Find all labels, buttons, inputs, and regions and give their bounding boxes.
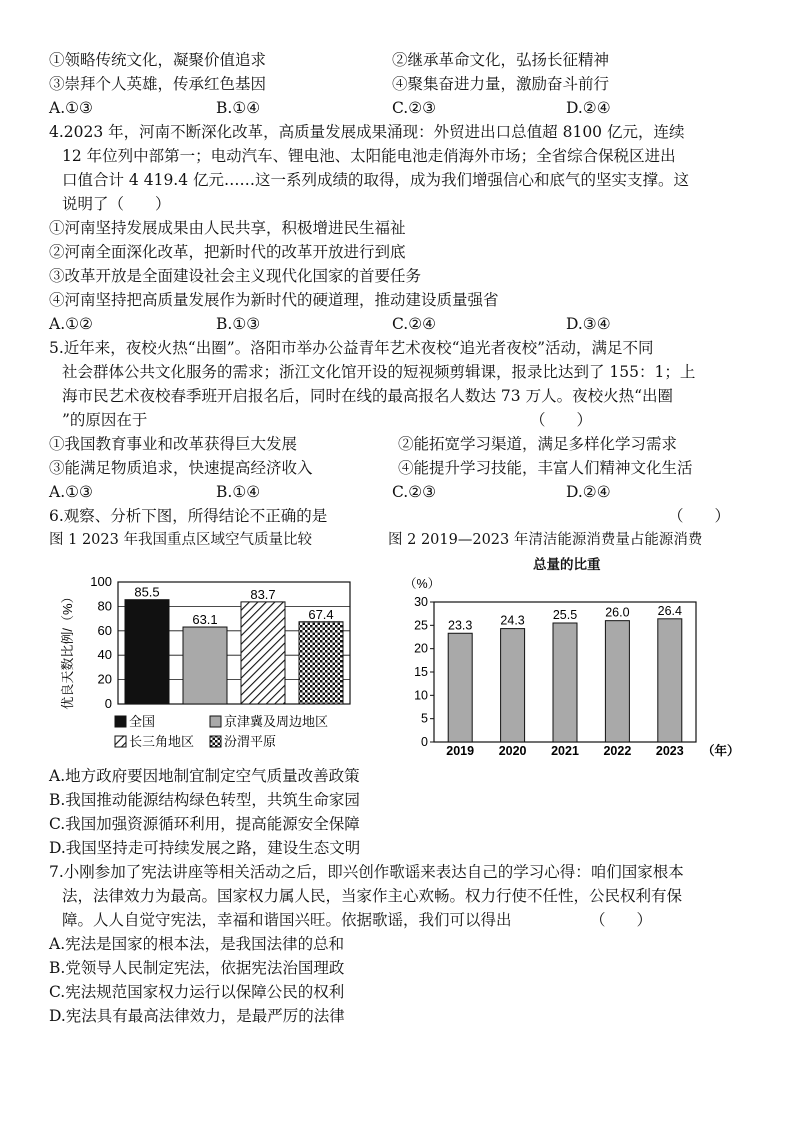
q5-choice-c: C.②③ <box>392 483 437 501</box>
chart1-legend-label: 全国 <box>129 714 156 729</box>
q6-choice-c: C.我国加强资源循环利用，提高能源安全保障 <box>49 815 360 833</box>
chart1-ylabel: 优良天数比例/（%） <box>60 590 75 710</box>
q5-stem-line-2: 社会群体公共文化服务的需求；浙江文化馆开设的短视频剪辑课，报录比达到了 155：1；上 <box>62 363 696 381</box>
q7-answer-paren: （ ） <box>590 911 653 929</box>
q7-stem-line-2: 法，法律效力为最高。国家权力属人民，当家作主心欢畅。权力行使不任性，公民权利有保 <box>62 887 683 905</box>
q3-choice-a: A.①③ <box>49 99 93 117</box>
chart2-ytick-label: 10 <box>414 688 428 703</box>
q7-choice-a: A.宪法是国家的根本法，是我国法律的总和 <box>49 935 345 953</box>
chart1-ytick-label: 80 <box>97 598 112 614</box>
q3-option-4: ④聚集奋进力量，激励奋斗前行 <box>392 75 610 93</box>
q6-choice-d: D.我国坚持走可持续发展之路，建设生态文明 <box>49 839 361 857</box>
chart1-data-label: 63.1 <box>192 612 218 628</box>
q4-choice-d: D.③④ <box>566 315 611 333</box>
q5-stem-line-1: 5.近年来，夜校火热“出圈”。洛阳市举办公益青年艺术夜校“追光者夜校”活动，满足不同 <box>49 339 654 357</box>
air-quality-bar-chart <box>60 570 360 760</box>
chart2-bar <box>658 619 682 742</box>
chart2-bar <box>501 629 525 742</box>
chart2-xtick-label: 2020 <box>498 744 527 758</box>
q4-choice-b: B.①③ <box>216 315 261 333</box>
q4-stem-line-4: 说明了（ ） <box>62 195 171 213</box>
chart2-bar <box>448 633 472 742</box>
chart1-data-label: 85.5 <box>134 584 160 600</box>
q6-stem: 6.观察、分析下图，所得结论不正确的是 <box>49 507 328 525</box>
figure-2-title-line-2: 总量的比重 <box>533 557 601 573</box>
q4-stem-line-3: 口值合计 4 419.4 亿元……这一系列成绩的取得，成为我们增强信心和底气的坚实支撑。这 <box>62 171 690 189</box>
chart1-bar <box>241 602 285 704</box>
chart2-ylabel: （%） <box>404 577 441 591</box>
chart1-ytick-label: 20 <box>97 671 112 687</box>
q3-option-2: ②继承革命文化，弘扬长征精神 <box>392 51 610 69</box>
chart2-bar <box>605 621 629 742</box>
chart1-ytick-label: 0 <box>104 696 112 711</box>
chart2-ytick-label: 25 <box>414 618 428 633</box>
q6-answer-paren: （ ） <box>668 507 731 525</box>
q4-option-4: ④河南坚持把高质量发展作为新时代的硬道理，推动建设质量强省 <box>49 291 499 309</box>
q5-choice-b: B.①④ <box>216 483 261 501</box>
q5-answer-paren: （ ） <box>530 411 593 429</box>
q4-option-1: ①河南坚持发展成果由人民共享，积极增进民生福祉 <box>49 219 406 237</box>
q5-choice-d: D.②④ <box>566 483 611 501</box>
chart1-legend-swatch <box>210 716 221 727</box>
chart2-xtick-label: 2022 <box>603 744 632 758</box>
q7-choice-d: D.宪法具有最高法律效力，是最严厉的法律 <box>49 1007 345 1025</box>
chart1-legend-label: 汾渭平原 <box>224 734 277 749</box>
q4-stem-line-1: 4.2023 年，河南不断深化改革，高质量发展成果涌现：外贸进出口总值超 8100 亿元，连续 <box>49 123 685 141</box>
chart2-data-label: 26.4 <box>657 603 682 618</box>
q7-stem-line-1: 7.小刚参加了宪法讲座等相关活动之后，即兴创作歌谣来表达自己的学习心得：咱们国家根本 <box>49 863 684 881</box>
q5-stem-line-3: 海市民艺术夜校春季班开启报名后，同时在线的最高报名人数达 73 万人。夜校火热“出圈 <box>62 387 674 405</box>
q4-choice-c: C.②④ <box>392 315 437 333</box>
chart2-ytick-label: 15 <box>414 665 428 679</box>
q5-option-2: ②能拓宽学习渠道，满足多样化学习需求 <box>398 435 678 453</box>
q5-option-4: ④能提升学习技能，丰富人们精神文化生活 <box>398 459 693 477</box>
chart2-xtick-label: 2019 <box>446 744 475 758</box>
chart1-legend-label: 长三角地区 <box>129 734 195 749</box>
q7-choice-c: C.宪法规范国家权力运行以保障公民的权利 <box>49 983 345 1001</box>
q3-choice-b: B.①④ <box>216 99 261 117</box>
chart1-bar <box>183 627 227 704</box>
chart2-xtick-label: 2021 <box>551 744 579 758</box>
q5-option-1: ①我国教育事业和改革获得巨大发展 <box>49 435 298 453</box>
chart1-legend-swatch <box>115 736 126 747</box>
chart2-xtick-label: 2023 <box>655 744 684 758</box>
q4-stem-line-2: 12 年位列中部第一；电动汽车、锂电池、太阳能电池走俏海外市场；全省综合保税区进出 <box>62 147 676 165</box>
q7-choice-b: B.党领导人民制定宪法，依据宪法治国理政 <box>49 959 345 977</box>
q6-choice-a: A.地方政府要因地制宜制定空气质量改善政策 <box>49 767 360 785</box>
chart1-ytick-label: 40 <box>97 647 112 663</box>
q5-choice-a: A.①③ <box>49 483 93 501</box>
chart1-legend-swatch <box>210 736 221 747</box>
q4-option-3: ③改革开放是全面建设社会主义现代化国家的首要任务 <box>49 267 422 285</box>
q4-choice-a: A.①② <box>49 315 93 333</box>
chart2-ytick-label: 0 <box>421 735 428 749</box>
q5-option-3: ③能满足物质追求，快速提高经济收入 <box>49 459 313 477</box>
chart2-data-label: 23.3 <box>448 618 473 633</box>
figure-1-title: 图 1 2023 年我国重点区域空气质量比较 <box>49 532 312 548</box>
chart1-data-label: 83.7 <box>250 586 276 602</box>
chart1-legend-label: 京津冀及周边地区 <box>224 714 329 729</box>
chart2-xlabel: （年） <box>702 744 740 758</box>
chart1-ytick-label: 60 <box>97 622 112 638</box>
chart1-bar <box>125 600 169 704</box>
q3-option-1: ①领略传统文化，凝聚价值追求 <box>49 51 267 69</box>
chart2-data-label: 24.3 <box>500 613 525 628</box>
chart1-ytick-label: 100 <box>90 574 112 589</box>
chart2-data-label: 26.0 <box>605 605 630 620</box>
chart2-ytick-label: 5 <box>421 711 428 726</box>
chart1-bar <box>299 622 343 704</box>
chart1-data-label: 67.4 <box>308 606 334 622</box>
figure-2-title-line-1: 图 2 2019—2023 年清洁能源消费量占能源消费 <box>388 532 703 548</box>
chart1-legend-swatch <box>115 716 126 727</box>
chart2-ytick-label: 30 <box>414 595 428 609</box>
q6-choice-b: B.我国推动能源结构绿色转型，共筑生命家园 <box>49 791 360 809</box>
chart2-ytick-label: 20 <box>414 641 428 656</box>
chart2-data-label: 25.5 <box>552 608 578 622</box>
q7-stem-line-3: 障。人人自觉守宪法，幸福和谐国兴旺。依据歌谣，我们可以得出 <box>62 911 512 929</box>
clean-energy-bar-chart <box>400 578 740 763</box>
chart2-bar <box>553 623 577 742</box>
q4-option-2: ②河南全面深化改革，把新时代的改革开放进行到底 <box>49 243 406 261</box>
q3-option-3: ③崇拜个人英雄，传承红色基因 <box>49 75 267 93</box>
q5-stem-line-4: ”的原因在于 <box>62 411 148 429</box>
q3-choice-c: C.②③ <box>392 99 437 117</box>
q3-choice-d: D.②④ <box>566 99 611 117</box>
